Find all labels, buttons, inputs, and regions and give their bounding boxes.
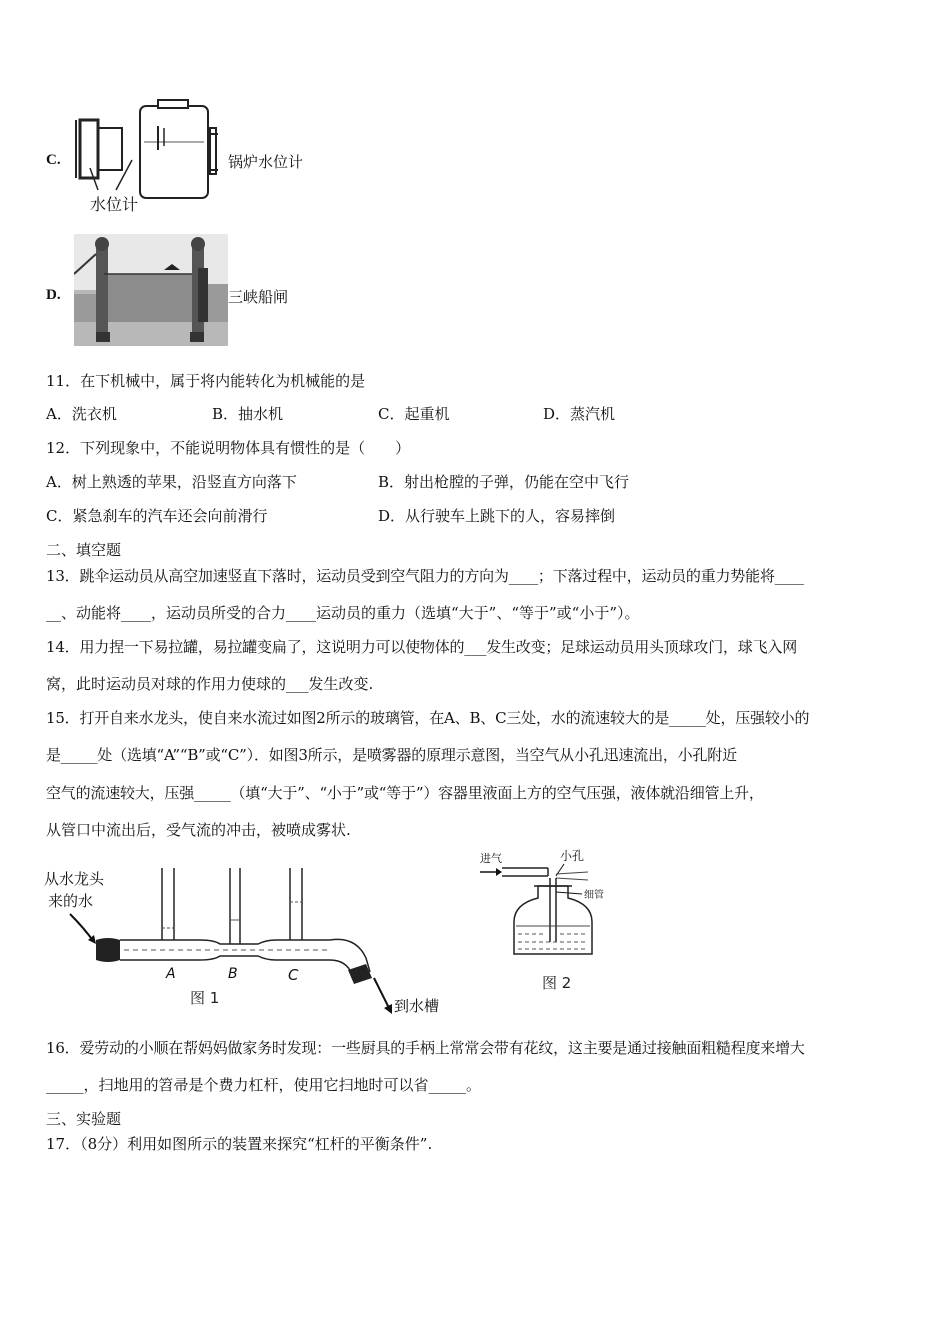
figure1-dest-label: 到水槽 <box>394 997 440 1015</box>
q16-line1: 16．爱劳动的小顺在帮妈妈做家务时发现：一些厨具的手柄上常常会带有花纹，这主要是通过接触面粗糙程度来增大 <box>46 1039 805 1057</box>
q12-option-c: C．紧急刹车的汽车还会向前滑行 <box>46 507 268 525</box>
q15-line3: 空气的流速较大，压强_____（填“大于”、“小于”或“等于”）容器里液面上方的空气压强，液体就沿细管上升， <box>46 784 764 802</box>
q15-line1: 15．打开自来水龙头，使自来水流过如图2所示的玻璃管，在A、B、C三处，水的流速较大的是_____处，压强较小的 <box>46 709 810 727</box>
q12-option-d: D．从行驶车上跳下的人，容易摔倒 <box>378 507 616 525</box>
q15-line2: 是_____处（选填“A”“B”或“C”）．如图3所示，是喷雾器的原理示意图，当空气从小孔迅速流出，小孔附近 <box>46 746 737 764</box>
q11-option-b: B．抽水机 <box>212 405 284 423</box>
q16-line2: _____，扫地用的笤帚是个费力杠杆，使用它扫地时可以省_____。 <box>46 1076 482 1094</box>
figure2-caption: 图 2 <box>542 974 572 992</box>
q11-option-a: A．洗衣机 <box>46 405 117 423</box>
figure2-tube-label: 细管 <box>584 890 604 901</box>
q17-stem: 17．（8分）利用如图所示的装置来探究“杠杆的平衡条件”. <box>46 1135 433 1153</box>
q11-option-c: C．起重机 <box>378 405 450 423</box>
q12-stem: 12．下列现象中，不能说明物体具有惯性的是（ ） <box>46 439 411 457</box>
point-c-label: C <box>288 966 299 984</box>
ship-lock-figure <box>74 234 228 346</box>
water-gauge-label: 水位计 <box>90 195 139 214</box>
figure2-hole-label: 小孔 <box>560 849 585 863</box>
sprayer-figure <box>476 846 626 996</box>
option-c-caption: 锅炉水位计 <box>228 153 304 171</box>
section-experiment-heading: 三、实验题 <box>46 1110 122 1128</box>
section-fill-in-heading: 二、填空题 <box>46 541 122 559</box>
q11-option-d: D．蒸汽机 <box>543 405 616 423</box>
q14-line1: 14．用力捏一下易拉罐，易拉罐变扁了，这说明力可以使物体的___发生改变；足球运动员用头顶球攻门，球飞入网 <box>46 638 797 656</box>
figure1-source-label-1: 从水龙头 <box>44 870 105 888</box>
boiler-gauge-figure <box>72 98 230 216</box>
q12-option-a: A．树上熟透的苹果，沿竖直方向落下 <box>46 473 297 491</box>
q13-line2: __、动能将____，运动员所受的合力____运动员的重力（选填“大于”、“等于”或“小于”）。 <box>46 604 640 622</box>
q11-stem: 11．在下机械中，属于将内能转化为机械能的是 <box>46 372 366 390</box>
point-a-label: A <box>166 966 176 982</box>
venturi-tube-figure <box>40 862 460 1018</box>
q14-line2: 窝，此时运动员对球的作用力使球的___发生改变. <box>46 675 374 693</box>
option-c-letter: C. <box>46 152 61 168</box>
option-d-letter: D. <box>46 287 61 303</box>
q12-option-b: B．射出枪膛的子弹，仍能在空中飞行 <box>378 473 630 491</box>
option-d-caption: 三峡船闸 <box>228 288 289 306</box>
figure2-inlet-label: 进气 <box>480 852 502 865</box>
q13-line1: 13．跳伞运动员从高空加速竖直下落时，运动员受到空气阻力的方向为____；下落过程中，运动员的重力势能将____ <box>46 567 804 585</box>
point-b-label: B <box>228 966 238 982</box>
q15-line4: 从管口中流出后，受气流的冲击，被喷成雾状. <box>46 821 351 839</box>
figure1-source-label-2: 来的水 <box>48 892 94 910</box>
figure1-caption: 图 1 <box>190 989 220 1007</box>
